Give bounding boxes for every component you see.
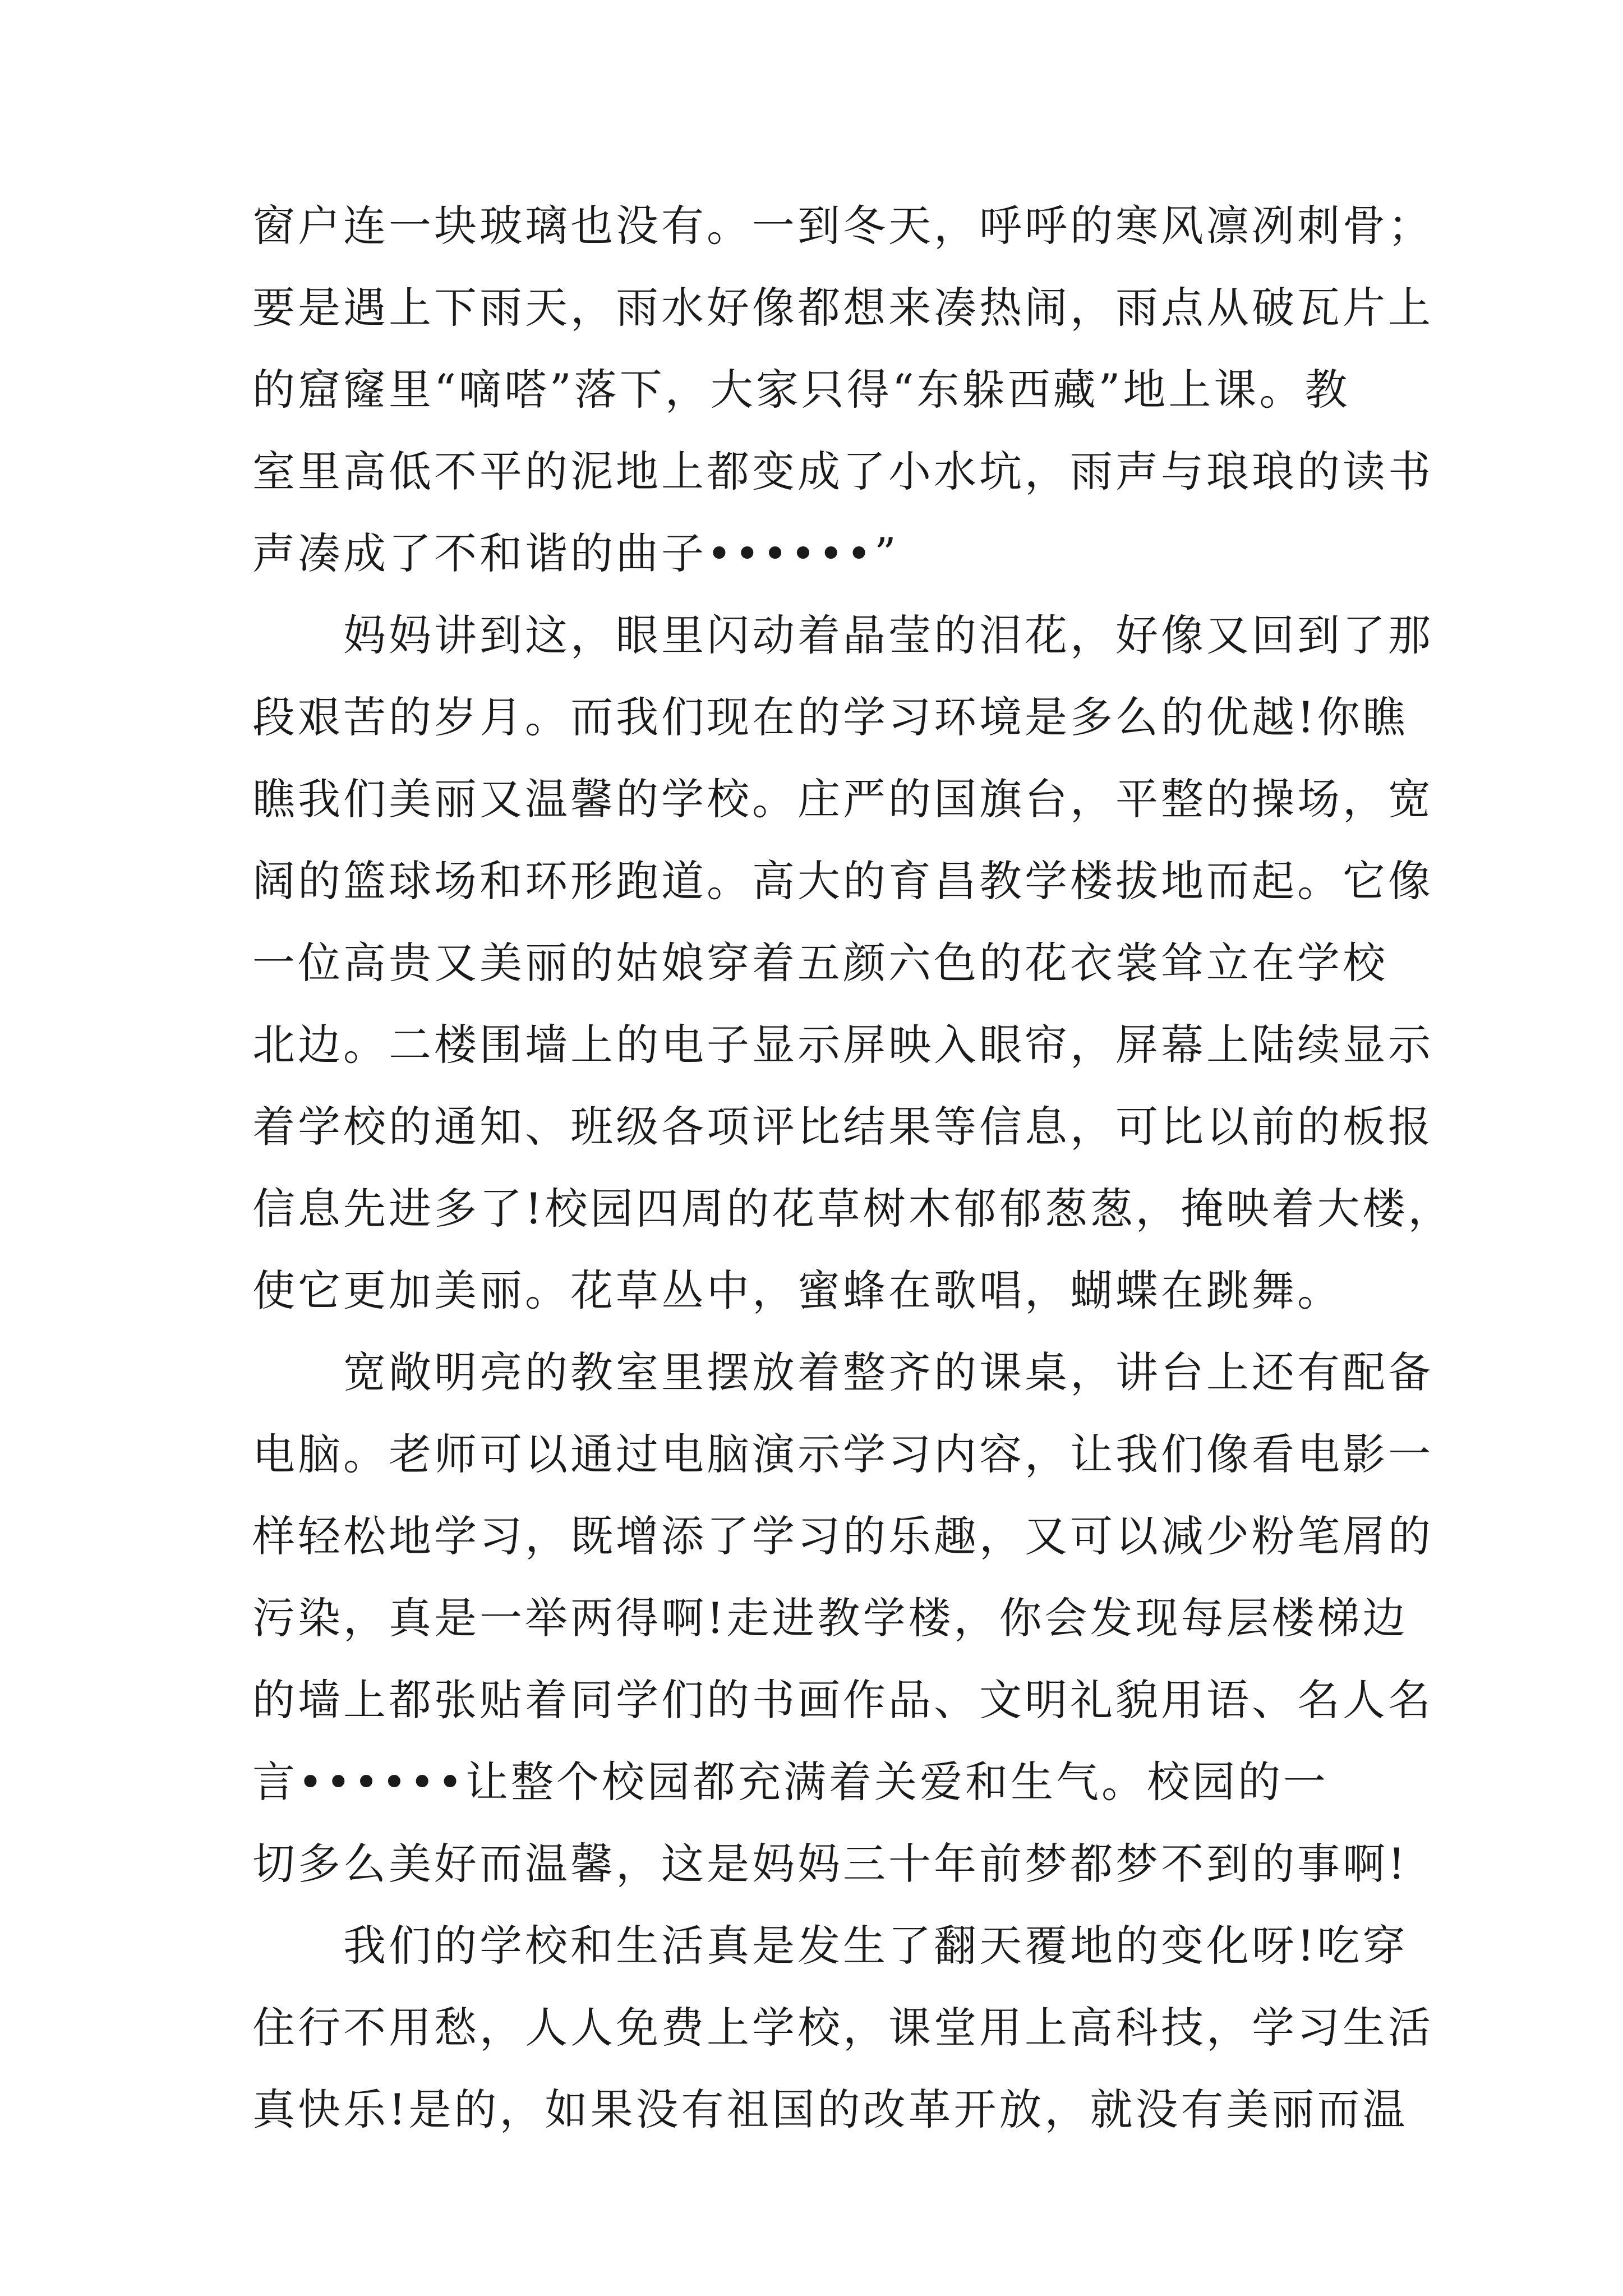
paragraph-first-line: 宽敞明亮的教室里摆放着整齐的课桌，讲台上还有配备 (343, 1347, 1433, 1397)
text-line: 言••••••让整个校园都充满着关爱和生气。校园的一 (252, 1757, 1329, 1807)
text-line: 使它更加美丽。花草丛中，蜜蜂在歌唱，蝴蝶在跳舞。 (252, 1266, 1343, 1315)
text-line: 声凑成了不和谐的曲子••••••” (252, 528, 899, 578)
text-line: 阔的篮球场和环形跑道。高大的育昌教学楼拔地而起。它像 (252, 856, 1433, 906)
text-line: 要是遇上下雨天，雨水好像都想来凑热闹，雨点从破瓦片上 (252, 283, 1433, 333)
text-line: 住行不用愁，人人免费上学校，课堂用上高科技，学习生活 (252, 2003, 1433, 2053)
text-line: 信息先进多了!校园四周的花草树木郁郁葱葱，掩映着大楼， (252, 1184, 1454, 1234)
text-line: 的墙上都张贴着同学们的书画作品、文明礼貌用语、名人名 (252, 1675, 1433, 1725)
text-line: 切多么美好而温馨，这是妈妈三十年前梦都梦不到的事啊! (252, 1839, 1408, 1889)
paragraph-first-line: 妈妈讲到这，眼里闪动着晶莹的泪花，好像又回到了那 (343, 610, 1433, 660)
text-line: 瞧我们美丽又温馨的学校。庄严的国旗台，平整的操场，宽 (252, 774, 1433, 824)
text-line: 段艰苦的岁月。而我们现在的学习环境是多么的优越!你瞧 (252, 692, 1408, 742)
text-line: 样轻松地学习，既增添了学习的乐趣，又可以减少粉笔屑的 (252, 1511, 1433, 1561)
text-line: 真快乐!是的，如果没有祖国的改革开放，就没有美丽而温 (252, 2085, 1408, 2134)
text-line: 着学校的通知、班级各项评比结果等信息，可比以前的板报 (252, 1102, 1433, 1152)
body-text (252, 185, 1454, 2151)
text-line: 北边。二楼围墙上的电子显示屏映入眼帘，屏幕上陆续显示 (252, 1020, 1433, 1070)
text-line: 室里高低不平的泥地上都变成了小水坑，雨声与琅琅的读书 (252, 447, 1433, 496)
text-line: 的窟窿里“嘀嗒”落下，大家只得“东躲西藏”地上课。教 (252, 365, 1350, 415)
text-line: 污染，真是一举两得啊!走进教学楼，你会发现每层楼梯边 (252, 1593, 1408, 1643)
text-line: 电脑。老师可以通过电脑演示学习内容，让我们像看电影一 (252, 1429, 1433, 1479)
paragraph-first-line: 我们的学校和生活真是发生了翻天覆地的变化呀!吃穿 (343, 1921, 1408, 1971)
text-line: 一位高贵又美丽的姑娘穿着五颜六色的花衣裳耸立在学校 (252, 938, 1388, 988)
text-line: 窗户连一块玻璃也没有。一到冬天，呼呼的寒风凛冽刺骨； (252, 201, 1433, 251)
